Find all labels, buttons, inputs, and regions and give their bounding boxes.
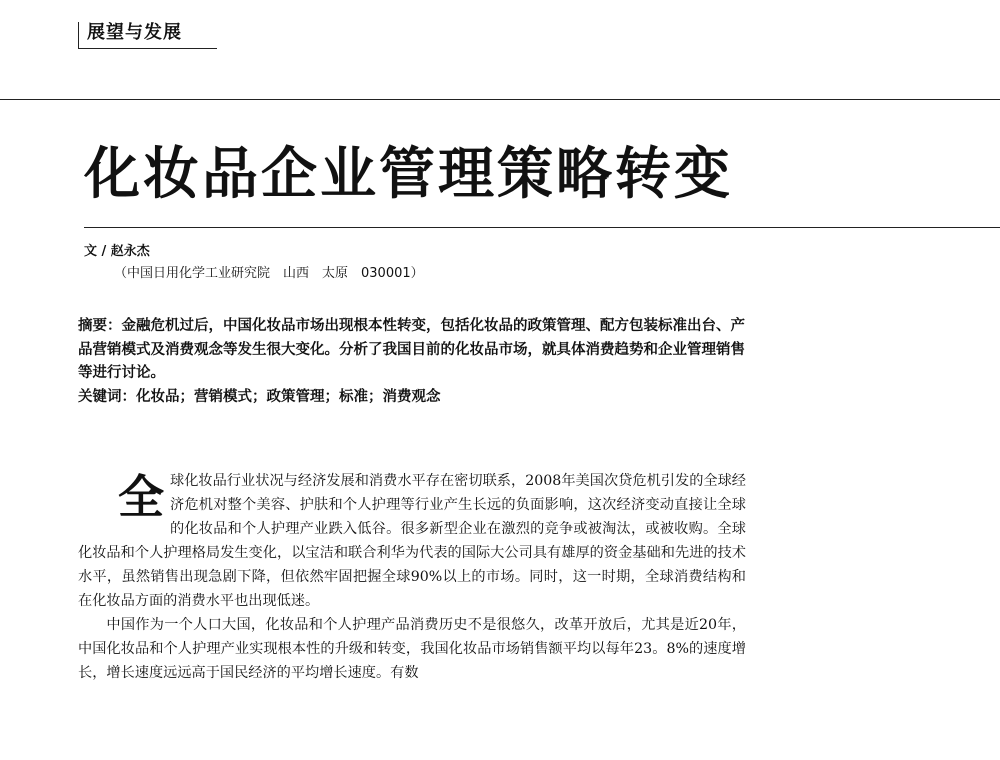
article-title: 化妆品企业管理策略转变 — [84, 141, 733, 207]
author-line: 文 / 赵永杰 — [84, 244, 150, 259]
body-paragraph-2: 中国作为一个人口大国，化妆品和个人护理产品消费历史不是很悠久，改革开放后，尤其是近20年，中国化妆品和个人护理产业实现根本性的升级和转变，我国化妆品市场销售额平均以每年23。8%的速度增长，增长速度远远高于国民经济的平均增长速度。有数 — [78, 617, 746, 681]
abstract-block — [78, 315, 758, 409]
top-rule — [0, 99, 1000, 100]
affiliation-line: （中国日用化学工业研究院 山西 太原 030001） — [114, 266, 424, 281]
title-rule — [84, 227, 1000, 228]
body-paragraph-1-text: 球化妆品行业状况与经济发展和消费水平存在密切联系，2008年美国次贷危机引发的全球经济危机对整个美容、护肤和个人护理等行业产生长远的负面影响，这次经济变动直接让全球的化妆品和个人护理产业跌入低谷。很多新型企业在激烈的竞争或被淘汰，或被收购。全球化妆品和个人护理格局发生变化，以宝洁和联合利华为代表的国际大公司具有雄厚的资金基础和先进的技术水平，虽然销售出现急剧下降，但依然牢固把握全球90%以上的市场。同时，这一时期，全球消费结构和在化妆品方面的消费水平也出现低迷。 — [78, 473, 746, 609]
keywords-text: 关键词：化妆品；营销模式；政策管理；标准；消费观念 — [78, 388, 441, 405]
section-label: 展望与发展 — [87, 22, 182, 43]
article-body — [78, 469, 746, 685]
body-paragraph-1 — [78, 469, 746, 613]
drop-cap: 全 — [118, 470, 164, 524]
abstract-text: 摘要：金融危机过后，中国化妆品市场出现根本性转变，包括化妆品的政策管理、配方包装标准出台、产品营销模式及消费观念等发生很大变化。分析了我国目前的化妆品市场，就具体消费趋势和企业管理销售等进行讨论。 — [78, 318, 745, 381]
section-header — [78, 22, 217, 49]
